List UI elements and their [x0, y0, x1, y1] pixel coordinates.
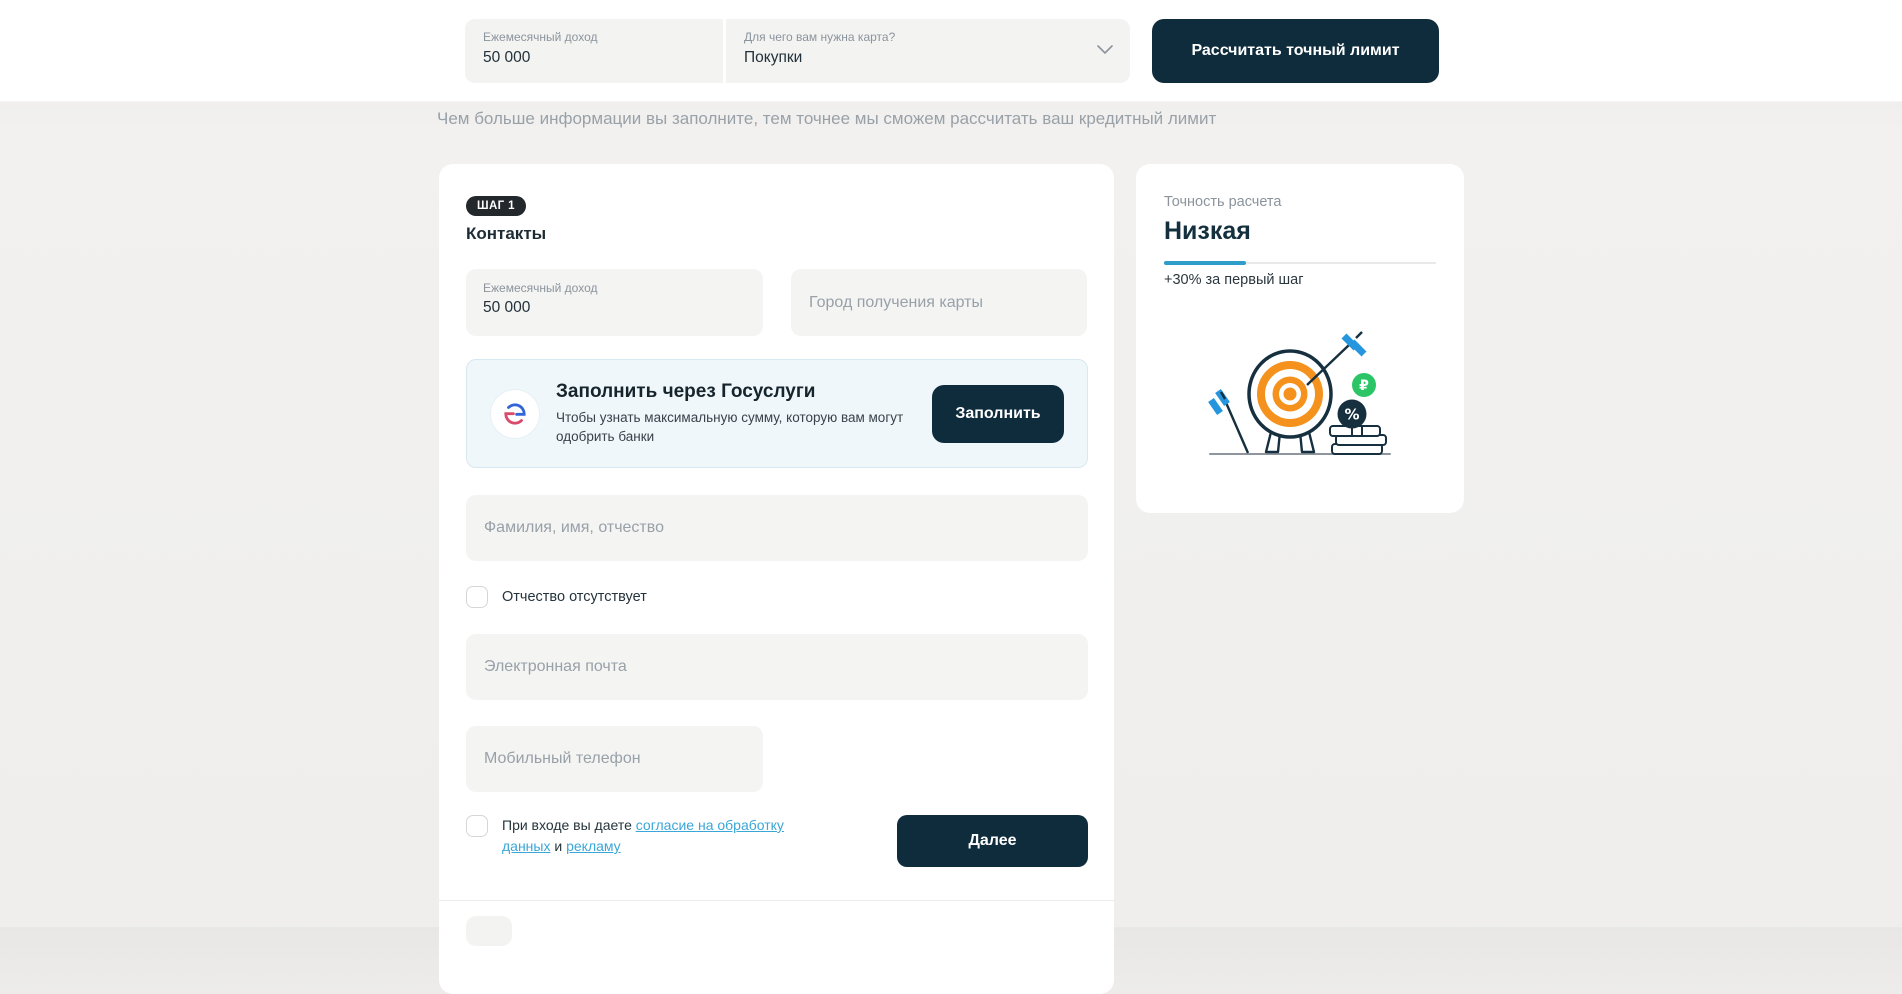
header-purpose-select[interactable] [726, 19, 1130, 83]
header-income-field[interactable] [465, 19, 723, 83]
chevron-down-icon [1096, 43, 1114, 61]
phone-input[interactable] [466, 726, 763, 792]
city-input[interactable] [791, 269, 1087, 336]
next-step-badge-partial [466, 916, 512, 946]
header-purpose-label: Для чего вам нужна карта? [744, 30, 896, 44]
calculate-limit-button[interactable]: Рассчитать точный лимит [1152, 19, 1439, 83]
consent-row [466, 815, 802, 857]
income-field-label: Ежемесячный доход [483, 281, 598, 295]
gosuslugi-title: Заполнить через Госуслуги [556, 381, 816, 403]
consent-text [502, 815, 802, 857]
no-patronymic-row [466, 586, 647, 608]
ruble-coin-icon [1352, 373, 1376, 397]
income-field[interactable] [466, 269, 763, 336]
no-patronymic-label[interactable]: Отчество отсутствует [502, 589, 647, 605]
form-title: Контакты [466, 224, 547, 243]
target-illustration [1206, 328, 1394, 469]
accuracy-progress-fill [1164, 261, 1246, 265]
money-stack-icon [1330, 426, 1386, 454]
next-button[interactable]: Далее [897, 815, 1088, 867]
gosuslugi-logo-icon [490, 389, 540, 439]
gosuslugi-subtitle: Чтобы узнать максимальную сумму, которую вам могут одобрить банки [556, 410, 904, 444]
header-purpose-value: Покупки [744, 49, 803, 66]
email-field [466, 634, 1088, 700]
consent-prefix: При входе вы даете [502, 817, 636, 833]
accuracy-label: Точность расчета [1164, 194, 1282, 210]
phone-field [466, 726, 763, 792]
consent-conjunction: и [550, 838, 567, 854]
percent-coin-label: % [1344, 405, 1360, 424]
ruble-coin-label: ₽ [1359, 378, 1369, 394]
dartboard-icon [1249, 351, 1331, 452]
consent-link-ads[interactable]: рекламу [566, 838, 621, 854]
accuracy-card [1136, 164, 1464, 513]
income-field-value: 50 000 [483, 299, 531, 316]
percent-coin-icon [1338, 400, 1367, 429]
top-bar [0, 0, 1902, 102]
gosuslugi-banner [466, 359, 1088, 468]
accuracy-value: Низкая [1164, 217, 1251, 245]
city-field [791, 269, 1087, 336]
fio-field [466, 495, 1088, 561]
fio-input[interactable] [466, 495, 1088, 561]
header-income-value: 50 000 [483, 49, 531, 66]
consent-link-data-processing[interactable]: согласие на обработку данных [502, 817, 784, 854]
no-patronymic-checkbox[interactable] [466, 586, 488, 608]
email-input[interactable] [466, 634, 1088, 700]
accuracy-progress-bar [1164, 261, 1436, 265]
consent-checkbox[interactable] [466, 815, 488, 837]
fallen-arrow-icon [1211, 391, 1248, 453]
contacts-form-card [439, 164, 1114, 994]
gosuslugi-fill-button[interactable]: Заполнить [932, 385, 1064, 443]
section-divider [439, 900, 1114, 901]
header-income-label: Ежемесячный доход [483, 30, 598, 44]
page-subtitle: Чем больше информации вы заполните, тем точнее мы сможем рассчитать ваш кредитный лимит [437, 109, 1217, 128]
accuracy-note: +30% за первый шаг [1164, 272, 1304, 288]
step-badge: ШАГ 1 [466, 196, 526, 216]
